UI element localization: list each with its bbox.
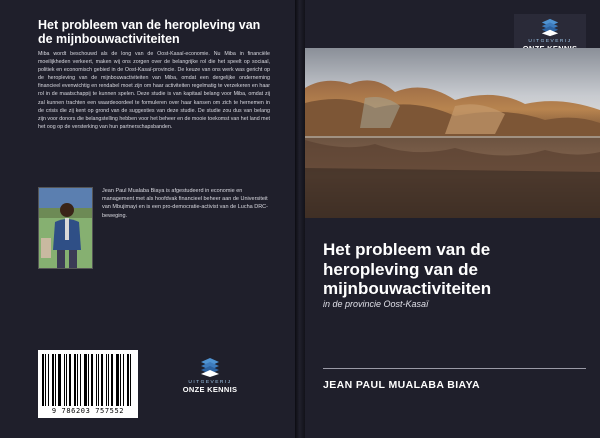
front-cover — [305, 0, 600, 438]
publisher-label: UITGEVERIJ — [528, 39, 572, 44]
publisher-book-icon — [197, 356, 223, 378]
barcode-bar — [111, 354, 113, 406]
barcode-bar — [58, 354, 61, 406]
barcode-bar — [106, 354, 107, 406]
barcode-bars — [42, 354, 134, 406]
barcode-bar — [88, 354, 89, 406]
mining-landscape-image — [305, 48, 600, 218]
barcode-bar — [130, 354, 131, 406]
barcode-bar — [48, 354, 49, 406]
barcode-bar — [55, 354, 56, 406]
back-cover-title: Het probleem van de heropleving van de mijnbouwactiviteiten — [38, 18, 261, 46]
barcode-bar — [101, 354, 103, 406]
front-cover-subtitle: in de provincie Oost-Kasaï — [323, 299, 429, 309]
barcode-bar — [116, 354, 119, 406]
isbn-barcode — [38, 350, 138, 418]
barcode-bar — [108, 354, 109, 406]
barcode-bar — [69, 354, 71, 406]
barcode-bar — [84, 354, 87, 406]
front-cover-author: JEAN PAUL MUALABA BIAYA — [323, 379, 480, 391]
barcode-bar — [127, 354, 129, 406]
barcode-bar — [64, 354, 65, 406]
barcode-bar — [74, 354, 76, 406]
barcode-bar — [96, 354, 97, 406]
barcode-bar — [120, 354, 121, 406]
barcode-bar — [42, 354, 44, 406]
barcode-bar — [52, 354, 54, 406]
barcode-bar — [77, 354, 78, 406]
front-cover-title: Het probleem van de heropleving van de mijnbouwactiviteiten — [323, 240, 492, 298]
publisher-logo-back — [170, 356, 250, 394]
barcode-bar — [98, 354, 99, 406]
barcode-bar — [91, 354, 93, 406]
author-bio: Jean Paul Mualaba Biaya is afgestudeerd in economie en management met als hoofdvak financieel beheer aan de Universiteit van Mbujimayi en is een pro-democratie-activist van de Lucha DRC-beweging. — [102, 188, 268, 219]
publisher-book-icon — [538, 17, 562, 37]
book-spine — [295, 0, 305, 438]
back-cover — [0, 0, 295, 438]
barcode-bar — [123, 354, 124, 406]
author-photo-image — [39, 188, 93, 269]
cover-landscape-photo — [305, 48, 600, 218]
isbn-number: 9 786203 757552 — [51, 407, 125, 415]
back-cover-summary: Miba wordt beschouwd als de long van de Oost-Kasaï-economie. Nu Miba in financiële moeilijkheden verkeert, maken wij ons zorgen over de belangrijke rol die het speelt op sociaal, politiek en economisch gebied in de Oost-Kasaï-provincie. De keuze van ons werk was gericht op de heropleving van de mijnbouwactiviteiten van Miba, omdat een dergelijke onderneming financieel evenwichtig en rendabel moet zijn om haar activiteiten regelmatig te verzekeren en haar rol in de maatschappij te kunnen spelen. Deze studie is van kapitaal belang voor Miba, omdat zij zal kunnen trachten een waardeoordeel te formuleren over haar kansen om zich te hernemen in de crisis die zij kent op grond van de suggesties van deze studie. De studie zou dus van belang zijn voor donors die belangstelling hebben voor het beheer en de mooie toekomst van het land met het oog op de versterking van hun partnerschapsbanden. — [38, 51, 270, 130]
publisher-name: ONZE KENNIS — [182, 385, 238, 394]
publisher-label: UITGEVERIJ — [188, 380, 232, 385]
author-photo — [38, 187, 93, 269]
barcode-bar — [66, 354, 67, 406]
divider-line — [323, 368, 586, 369]
barcode-bar — [80, 354, 81, 406]
barcode-bar — [45, 354, 46, 406]
